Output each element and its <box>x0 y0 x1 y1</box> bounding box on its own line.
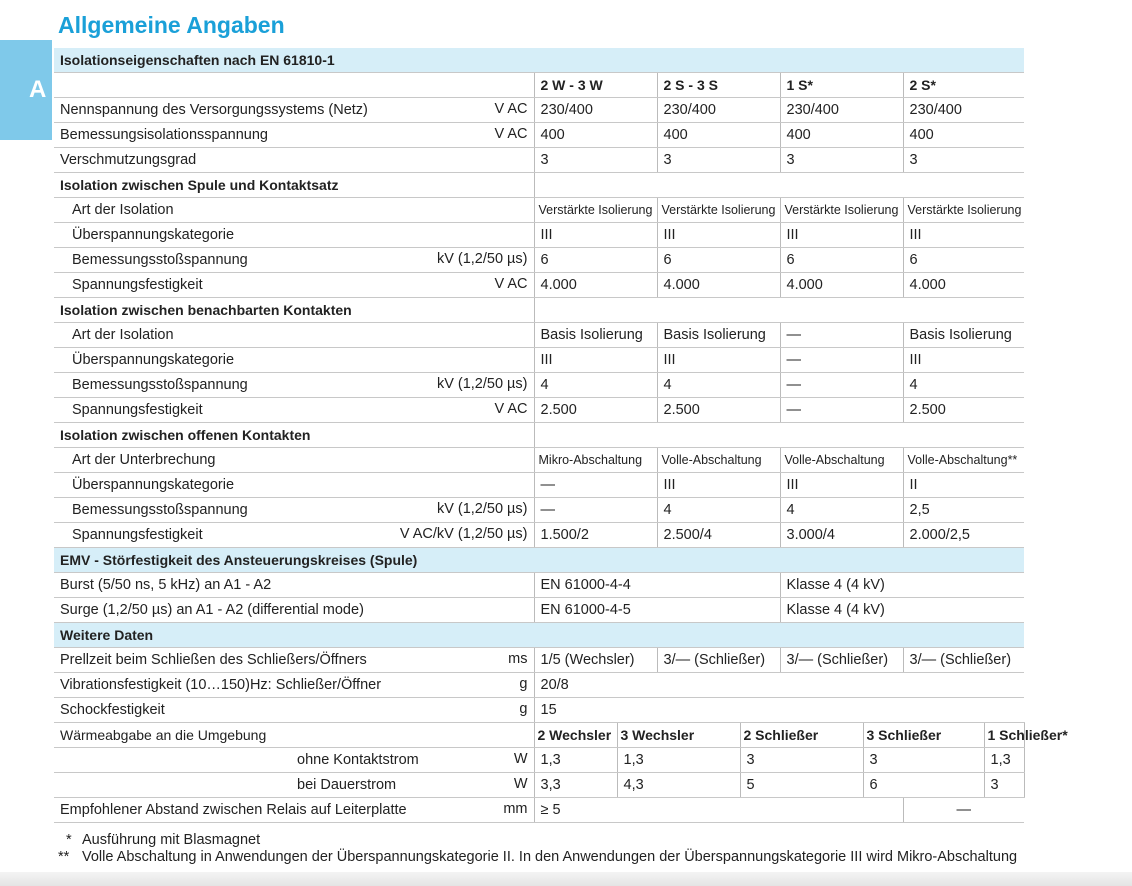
value-cell: 4.000 <box>903 273 1024 298</box>
row-label: Art der Isolation <box>72 202 174 218</box>
row-label: Überspannungskategorie <box>72 352 235 368</box>
table-row <box>54 198 1024 223</box>
row-label-cell <box>54 448 534 473</box>
table-row <box>54 773 1024 798</box>
row-label-cell <box>54 648 534 673</box>
row-label: Wärmeabgabe an die Umgebung <box>54 723 534 748</box>
value-cell: 4.000 <box>534 273 657 298</box>
table-row <box>54 498 1024 523</box>
column-header: 2 S - 3 S <box>657 73 780 98</box>
table-row <box>54 798 1024 823</box>
row-label-cell <box>54 748 534 773</box>
row-label-cell <box>54 348 534 373</box>
value-cell: 6 <box>534 248 657 273</box>
heat-column-header: 3 Wechsler <box>617 723 740 748</box>
value-cell: 3/— (Schließer) <box>780 648 903 673</box>
row-label: Spannungsfestigkeit <box>72 527 203 543</box>
standard-cell: EN 61000-4-5 <box>534 598 780 623</box>
header-spacer <box>54 73 534 98</box>
footnote <box>58 849 1017 866</box>
value-cell: 400 <box>534 123 657 148</box>
value-cell: 3 <box>863 748 984 773</box>
value-cell: 4,3 <box>617 773 740 798</box>
class-cell: Klasse 4 (4 kV) <box>780 598 1024 623</box>
row-label-cell <box>54 198 534 223</box>
heat-header-row <box>54 723 1024 748</box>
column-header-row <box>54 73 1024 98</box>
table-row <box>54 98 1024 123</box>
table-row <box>54 473 1024 498</box>
row-label: Prellzeit beim Schließen des Schließers/Öffners <box>60 652 367 668</box>
subsection-row <box>54 173 1024 198</box>
row-label: bei Dauerstrom <box>297 777 397 793</box>
heat-column-header: 1 Schließer* <box>984 723 1024 748</box>
value-cell: 1.500/2 <box>534 523 657 548</box>
value-cell: III <box>903 348 1024 373</box>
value-cell: 3 <box>780 148 903 173</box>
value-cell: 6 <box>780 248 903 273</box>
value-cell: 20/8 <box>534 673 1024 698</box>
value-cell: Verstärkte Isolierung <box>657 198 780 223</box>
footnotes <box>58 832 1017 866</box>
table-row <box>54 248 1024 273</box>
value-cell: Verstärkte Isolierung <box>780 198 903 223</box>
table-row <box>54 223 1024 248</box>
footnote <box>58 832 1017 849</box>
table-row <box>54 748 1024 773</box>
value-cell: 1/5 (Wechsler) <box>534 648 657 673</box>
value-cell: 3/— (Schließer) <box>657 648 780 673</box>
table-row <box>54 148 1024 173</box>
value-cell: 4 <box>780 498 903 523</box>
value-cell: 3.000/4 <box>780 523 903 548</box>
value-cell: 6 <box>903 248 1024 273</box>
row-unit: g <box>519 701 528 717</box>
value-cell: III <box>903 223 1024 248</box>
value-cell: 3 <box>903 148 1024 173</box>
row-unit: V AC <box>494 101 528 117</box>
row-label-cell <box>54 773 534 798</box>
row-label-cell <box>54 273 534 298</box>
value-cell: Basis Isolierung <box>534 323 657 348</box>
value-cell: 3 <box>657 148 780 173</box>
section-title-isolation: Isolationseigenschaften nach EN 61810-1 <box>54 48 1024 73</box>
section-title-emv: EMV - Störfestigkeit des Ansteuerungskreises (Spule) <box>54 548 534 573</box>
row-label-cell <box>54 98 534 123</box>
row-unit: V AC <box>494 276 528 292</box>
value-cell: 3 <box>984 773 1024 798</box>
value-cell: III <box>534 223 657 248</box>
heat-column-header: 2 Wechsler <box>534 723 617 748</box>
row-label-cell <box>54 398 534 423</box>
column-header: 2 W - 3 W <box>534 73 657 98</box>
value-cell: 4 <box>657 498 780 523</box>
value-cell: Verstärkte Isolierung <box>903 198 1024 223</box>
value-cell: 6 <box>657 248 780 273</box>
row-label: Spannungsfestigkeit <box>72 277 203 293</box>
value-cell: 6 <box>863 773 984 798</box>
value-cell: 230/400 <box>657 98 780 123</box>
subsection-row <box>54 298 1024 323</box>
row-label: Überspannungskategorie <box>72 477 235 493</box>
value-cell: — <box>780 348 903 373</box>
value-cell: — <box>534 473 657 498</box>
row-label: Bemessungsstoßspannung <box>72 252 248 268</box>
value-cell: II <box>903 473 1024 498</box>
row-label: Überspannungskategorie <box>72 227 235 243</box>
table-row <box>54 373 1024 398</box>
heat-column-header: 2 Schließer <box>740 723 863 748</box>
row-label: Nennspannung des Versorgungssystems (Netz) <box>60 102 368 118</box>
row-label: ohne Kontaktstrom <box>297 752 419 768</box>
row-unit: g <box>519 676 528 692</box>
section-tab <box>0 40 52 140</box>
row-label-cell <box>54 123 534 148</box>
table-row <box>54 523 1024 548</box>
subsection-row <box>54 423 1024 448</box>
table-row <box>54 698 1024 723</box>
row-label: Burst (5/50 ns, 5 kHz) an A1 - A2 <box>54 573 534 598</box>
section-header-row <box>54 623 1024 648</box>
table-row <box>54 573 1024 598</box>
row-label: Empfohlener Abstand zwischen Relais auf Leiterplatte <box>60 802 407 818</box>
subsection-spacer <box>534 423 1024 448</box>
row-label: Art der Isolation <box>72 327 174 343</box>
row-label-cell <box>54 223 534 248</box>
value-cell: Basis Isolierung <box>657 323 780 348</box>
footnote-text: Volle Abschaltung in Anwendungen der Überspannungskategorie II. In den Anwendungen der Überspannungskategorie III wird Mikro-Abschaltung <box>82 849 1018 865</box>
row-unit: kV (1,2/50 µs) <box>436 501 528 517</box>
row-label: Spannungsfestigkeit <box>72 402 203 418</box>
value-cell: 3 <box>740 748 863 773</box>
table-row <box>54 123 1024 148</box>
value-cell: Volle-Abschaltung <box>657 448 780 473</box>
section-tab-letter: A <box>29 76 47 103</box>
table-row <box>54 448 1024 473</box>
table-row <box>54 673 1024 698</box>
value-cell: 3/— (Schließer) <box>903 648 1024 673</box>
footnote-text: Ausführung mit Blasmagnet <box>82 832 261 848</box>
value-cell: III <box>534 348 657 373</box>
row-label: Verschmutzungsgrad <box>60 152 197 168</box>
footnote-mark: ** <box>58 849 70 865</box>
column-header: 1 S* <box>780 73 903 98</box>
value-cell: III <box>657 473 780 498</box>
row-unit: mm <box>503 801 528 817</box>
row-label: Bemessungsisolationsspannung <box>60 127 268 143</box>
subsection-title-adjacent: Isolation zwischen benachbarten Kontakten <box>54 298 534 323</box>
row-label: Vibrationsfestigkeit (10…150)Hz: Schließer/Öffner <box>60 677 382 693</box>
value-cell: 2.500 <box>534 398 657 423</box>
value-cell: III <box>780 223 903 248</box>
value-cell: — <box>903 798 1024 823</box>
specifications-table <box>54 48 1068 823</box>
standard-cell: EN 61000-4-4 <box>534 573 780 598</box>
row-unit: W <box>513 776 528 792</box>
value-cell: 4 <box>657 373 780 398</box>
section-title-more: Weitere Daten <box>54 623 534 648</box>
subsection-title-open: Isolation zwischen offenen Kontakten <box>54 423 534 448</box>
value-cell: 230/400 <box>903 98 1024 123</box>
table-row <box>54 648 1024 673</box>
section-spacer <box>534 548 1024 573</box>
row-unit: kV (1,2/50 µs) <box>436 251 528 267</box>
row-unit: V AC/kV (1,2/50 µs) <box>399 526 528 542</box>
value-cell: 2.500 <box>903 398 1024 423</box>
value-cell: 4 <box>534 373 657 398</box>
row-label-cell <box>54 498 534 523</box>
row-label-cell <box>54 373 534 398</box>
value-cell: Verstärkte Isolierung <box>534 198 657 223</box>
row-label: Art der Unterbrechung <box>72 452 216 468</box>
bottom-bar <box>0 872 1132 886</box>
value-cell: 230/400 <box>780 98 903 123</box>
row-label-cell <box>54 248 534 273</box>
row-label-cell <box>54 673 534 698</box>
value-cell: 2.500 <box>657 398 780 423</box>
subsection-spacer <box>534 298 1024 323</box>
value-cell: Volle-Abschaltung** <box>903 448 1024 473</box>
row-unit: ms <box>508 651 528 667</box>
value-cell: 400 <box>903 123 1024 148</box>
value-cell: III <box>657 223 780 248</box>
table-row <box>54 348 1024 373</box>
value-cell: 15 <box>534 698 1024 723</box>
section-spacer <box>534 623 1024 648</box>
value-cell: 3 <box>534 148 657 173</box>
class-cell: Klasse 4 (4 kV) <box>780 573 1024 598</box>
value-cell: 4.000 <box>780 273 903 298</box>
table-row <box>54 273 1024 298</box>
value-cell: 1,3 <box>617 748 740 773</box>
value-cell: III <box>780 473 903 498</box>
row-label-cell <box>54 323 534 348</box>
subsection-title-coil: Isolation zwischen Spule und Kontaktsatz <box>54 173 534 198</box>
value-cell: 1,3 <box>534 748 617 773</box>
row-label: Bemessungsstoßspannung <box>72 502 248 518</box>
value-cell: Volle-Abschaltung <box>780 448 903 473</box>
row-unit: V AC <box>494 126 528 142</box>
table-row <box>54 598 1024 623</box>
value-cell: — <box>780 398 903 423</box>
value-cell: 4 <box>903 373 1024 398</box>
footnote-mark: * <box>66 832 72 848</box>
row-unit: W <box>513 751 528 767</box>
value-cell: — <box>780 373 903 398</box>
row-label: Surge (1,2/50 µs) an A1 - A2 (differential mode) <box>54 598 534 623</box>
value-cell: 3,3 <box>534 773 617 798</box>
row-label-cell <box>54 798 534 823</box>
value-cell: — <box>534 498 657 523</box>
value-cell: Basis Isolierung <box>903 323 1024 348</box>
row-label-cell <box>54 698 534 723</box>
value-cell: 2.500/4 <box>657 523 780 548</box>
subsection-spacer <box>534 173 1024 198</box>
value-cell: 230/400 <box>534 98 657 123</box>
row-unit: kV (1,2/50 µs) <box>436 376 528 392</box>
section-header-row <box>54 48 1024 73</box>
column-header: 2 S* <box>903 73 1024 98</box>
value-cell: 2,5 <box>903 498 1024 523</box>
value-cell: Mikro-Abschaltung <box>534 448 657 473</box>
value-cell: 1,3 <box>984 748 1024 773</box>
row-label-cell <box>54 523 534 548</box>
heat-column-header: 3 Schließer <box>863 723 984 748</box>
value-cell: 400 <box>657 123 780 148</box>
value-cell: III <box>657 348 780 373</box>
row-unit: V AC <box>494 401 528 417</box>
value-cell: 400 <box>780 123 903 148</box>
row-label: Bemessungsstoßspannung <box>72 377 248 393</box>
table-row <box>54 398 1024 423</box>
section-header-row <box>54 548 1024 573</box>
value-cell: 5 <box>740 773 863 798</box>
table-row <box>54 323 1024 348</box>
value-cell: 4.000 <box>657 273 780 298</box>
row-label: Schockfestigkeit <box>60 702 165 718</box>
value-cell: ≥ 5 <box>534 798 903 823</box>
page-title: Allgemeine Angaben <box>58 12 285 38</box>
row-label-cell <box>54 148 534 173</box>
value-cell: 2.000/2,5 <box>903 523 1024 548</box>
row-label-cell <box>54 473 534 498</box>
value-cell: — <box>780 323 903 348</box>
